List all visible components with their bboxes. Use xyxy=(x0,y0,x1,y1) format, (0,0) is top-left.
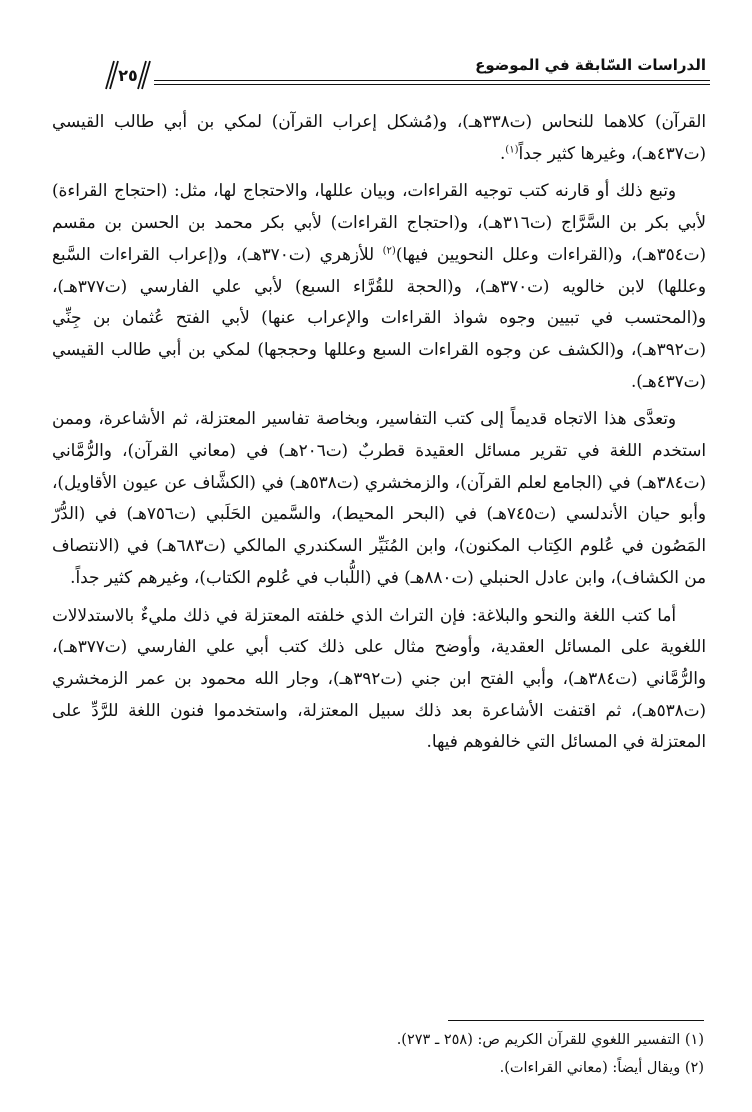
page-number: ٢٥ xyxy=(118,65,138,85)
running-header-title: الدراسات السّابقة في الموضوع xyxy=(475,56,706,74)
footnote-marker: (٢) xyxy=(684,1060,704,1076)
footnote-ref-tail: . xyxy=(499,142,506,163)
footnote-ref-2: (٢) xyxy=(382,245,396,257)
footnote-separator xyxy=(448,1020,704,1021)
paragraph-text: للأزهري (ت٣٧٠هـ)، و(إعراب القراءات السَّبع وعللها) لابن خالويه (ت٣٧٠هـ)، و(الحجة للقُرَّاء السبع) لأبي علي الفارسي (ت٣٧٧هـ)، و(المحتسب في تبيين وجوه شواذ القراءات والإعراب عنها) لأبي الفتح عُثمان بن جِنِّي (ت٣٩٢هـ)، و(الكشف عن وجوه القراءات السبع وعللها وحججها) لمكي بن أبي طالب القيسي (ت٤٣٧هـ). xyxy=(52,243,706,391)
footnotes xyxy=(48,1026,704,1082)
header-rule-top xyxy=(150,80,710,81)
paragraph xyxy=(52,175,706,397)
main-text xyxy=(52,106,706,764)
paragraph: أما كتب اللغة والنحو والبلاغة: فإن التراث الذي خلفته المعتزلة في ذلك مليءٌ بالاستدلالات اللغوية على المسائل العقدية، وأوضح مثال على ذلك كتب أبي علي الفارسي (ت٣٧٧هـ)، والرُّمَّاني (ت٣٨٤هـ)، وأبي الفتح ابن جني (ت٣٩٢هـ)، وجار الله محمود بن عمر الزمخشري (ت٥٣٨هـ)، ثم اقتفت الأشاعرة بعد ذلك سبيل المعتزلة، واستخدموا فنون اللغة للرَّدِّ على المعتزلة في المسائل التي خالفوهم فيها. xyxy=(52,604,706,752)
page-number-frame xyxy=(102,60,154,90)
footnote-ref-1: (١) xyxy=(505,144,519,156)
header-rule-bottom xyxy=(150,84,710,85)
footnote xyxy=(48,1054,704,1082)
page-header xyxy=(54,50,710,96)
paragraph-text: القرآن) كلاهما للنحاس (ت٣٣٨هـ)، و(مُشكل إعراب القرآن) لمكي بن أبي طالب القيسي (ت٤٣٧هـ)، وغيرها كثير جداً xyxy=(52,111,707,163)
footnote-text: ويقال أيضاً: (معاني القراءات). xyxy=(499,1060,681,1076)
paragraph xyxy=(52,106,706,169)
paragraph: وتعدَّى هذا الاتجاه قديماً إلى كتب التفاسير، وبخاصة تفاسير المعتزلة، ثم الأشاعرة، وممن استخدم اللغة في تقرير مسائل العقيدة قطربٌ (ت٢٠٦هـ) في (معاني القرآن)، والرُّمَّاني (ت٣٨٤هـ) في (الجامع لعلم القرآن)، والزمخشري (ت٥٣٨هـ) في (الكشَّاف عن عيون الأقاويل)، وأبو حيان الأندلسي (ت٧٤٥هـ) في (البحر المحيط)، والسَّمين الحَلَبي (ت٧٥٦هـ) في (الدُّرّ المَصُون في عُلوم الكِتاب المكنون)، وابن المُنَيِّر السكندري المالكي (ت٦٨٣هـ) في (الانتصاف من الكشاف)، وابن عادل الحنبلي (ت٨٨٠هـ) في (اللُّباب في عُلوم الكتاب)، وغيرهم كثير جداً. xyxy=(52,408,707,587)
footnote-text: التفسير اللغوي للقرآن الكريم ص: (٢٥٨ ـ ٢٧٣). xyxy=(396,1032,681,1048)
paragraph-text: وتبع ذلك أو قارنه كتب توجيه القراءات، وبيان عللها، والاحتجاج لها، مثل: (احتجاج القراءة) لأبي بكر بن السَّرَّاج (ت٣١٦هـ)، و(احتجاج القراءات) لأبي بكر محمد بن الحسن بن مقسم (ت٣٥٤هـ)، و(القراءات وعلل النحويين فيها) xyxy=(52,180,706,264)
footnote xyxy=(48,1026,704,1054)
footnote-marker: (١) xyxy=(684,1032,704,1048)
